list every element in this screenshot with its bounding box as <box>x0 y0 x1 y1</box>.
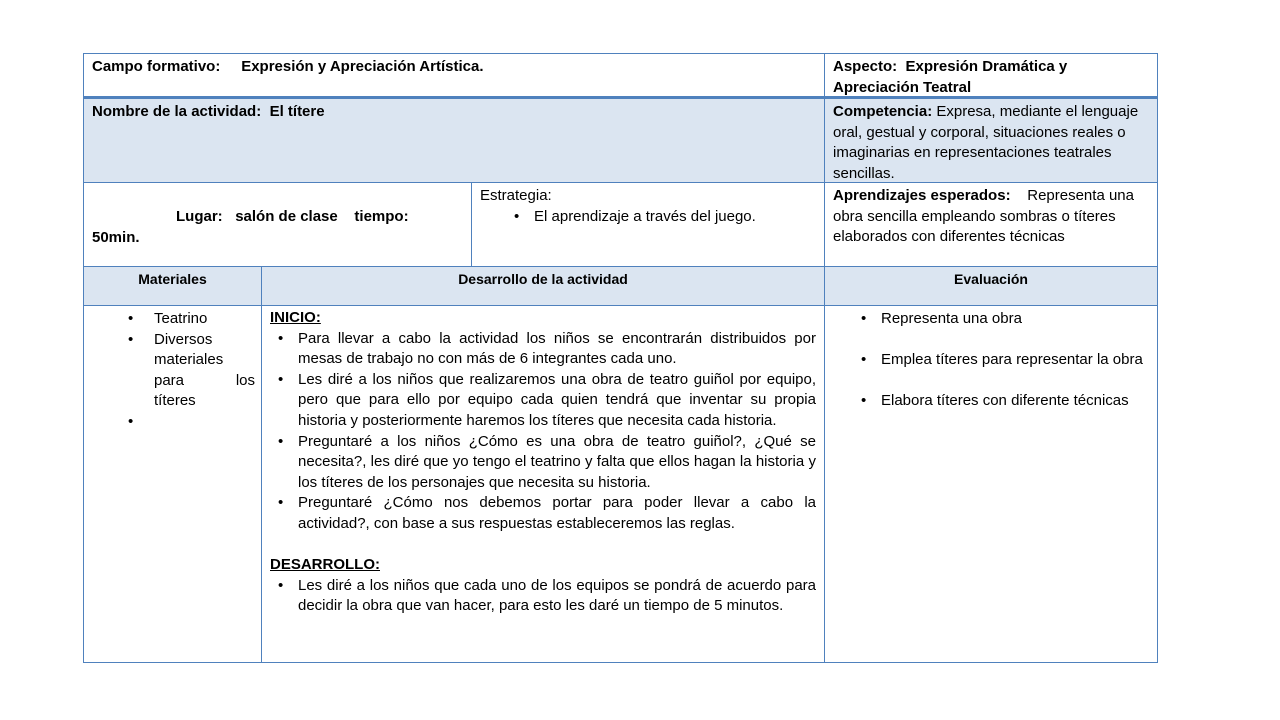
campo-value: Expresión y Apreciación Artística. <box>241 58 484 75</box>
row-lugar <box>84 183 1157 267</box>
competencia-cell <box>824 99 1157 182</box>
competencia-value: Expresa, mediante el lenguaje oral, gestual y corporal, situaciones reales o imaginarias en representaciones teatrales sencillas. <box>833 103 1139 182</box>
aspecto-cell <box>824 54 1157 96</box>
lugar-cell <box>84 183 471 266</box>
aspecto-label: Aspecto: <box>833 58 898 75</box>
estrategia-list <box>480 207 816 228</box>
inicio-title: INICIO: <box>270 309 321 326</box>
inicio-item: • Preguntaré a los niños ¿Cómo es una obra de teatro guiñol?, ¿Qué se necesita?, les diré que yo tengo el teatrino y falta que ellos hagan la historia y los títeres de los personajes que necesita su historia. <box>270 432 816 494</box>
activity-plan-table <box>83 53 1158 663</box>
nombre-label: Nombre de la actividad: <box>92 103 262 120</box>
inicio-item: • Para llevar a cabo la actividad los niños se encontrarán distribuidos por mesas de trabajo no con más de 6 integrantes cada uno. <box>270 329 816 370</box>
inicio-item: • Preguntaré ¿Cómo nos debemos portar para poder llevar a cabo la actividad?, con base a sus respuestas estableceremos las reglas. <box>270 493 816 534</box>
evaluacion-item: • Emplea títeres para representar la obra <box>853 350 1149 371</box>
header-desarrollo: Desarrollo de la actividad <box>261 267 824 305</box>
campo-label: Campo formativo: <box>92 58 221 75</box>
evaluacion-item: • Representa una obra <box>853 309 1149 330</box>
desarrollo-item: • Les diré a los niños que cada uno de los equipos se pondrá de acuerdo para decidir la obra que van hacer, para esto les daré un tiempo de 5 minutos. <box>270 576 816 617</box>
inicio-item: • Les diré a los niños que realizaremos una obra de teatro guiñol por equipo, pero que para ello por equipo cada quien tendrá que inventar su propia historia y posteriormente haremos los títeres que necesita cada historia. <box>270 370 816 432</box>
nombre-cell <box>84 99 824 182</box>
materiales-list <box>90 309 255 433</box>
desarrollo-cell <box>261 306 824 662</box>
tiempo-value: 50min. <box>92 228 140 246</box>
competencia-label: Competencia: <box>833 103 933 120</box>
evaluacion-cell <box>824 306 1157 662</box>
row-nombre <box>84 99 1157 183</box>
campo-cell <box>84 54 824 96</box>
tiempo-label: tiempo: <box>354 208 409 225</box>
evaluacion-list <box>853 309 1149 412</box>
inicio-list <box>270 329 816 535</box>
materiales-item <box>120 412 255 433</box>
estrategia-item: • El aprendizaje a través del juego. <box>506 207 816 228</box>
aprendizajes-value: Representa una obra sencilla empleando sombras o títeres elaborados con diferentes técnicas <box>833 187 1134 246</box>
aprendizajes-cell <box>824 183 1157 266</box>
desarrollo-title: DESARROLLO: <box>270 556 380 574</box>
lugar-label: Lugar: <box>176 208 223 225</box>
estrategia-cell <box>471 183 824 266</box>
aprendizajes-label: Aprendizajes esperados: <box>833 187 1011 204</box>
row-headers <box>84 267 1157 306</box>
row-campo <box>84 54 1157 99</box>
desarrollo-list <box>270 576 816 617</box>
materiales-item: • Diversos materiales para los títeres <box>120 330 255 412</box>
row-body <box>84 306 1157 662</box>
estrategia-label: Estrategia: <box>480 187 552 204</box>
header-evaluacion: Evaluación <box>824 267 1157 305</box>
nombre-value: El títere <box>269 103 325 120</box>
materiales-cell <box>84 306 261 662</box>
materiales-item: • Teatrino <box>120 309 255 330</box>
aspecto-value: Expresión Dramática y Apreciación Teatral <box>833 58 1068 96</box>
lugar-value: salón de clase <box>235 208 338 225</box>
evaluacion-item: • Elabora títeres con diferente técnicas <box>853 391 1149 412</box>
header-materiales: Materiales <box>138 271 207 287</box>
